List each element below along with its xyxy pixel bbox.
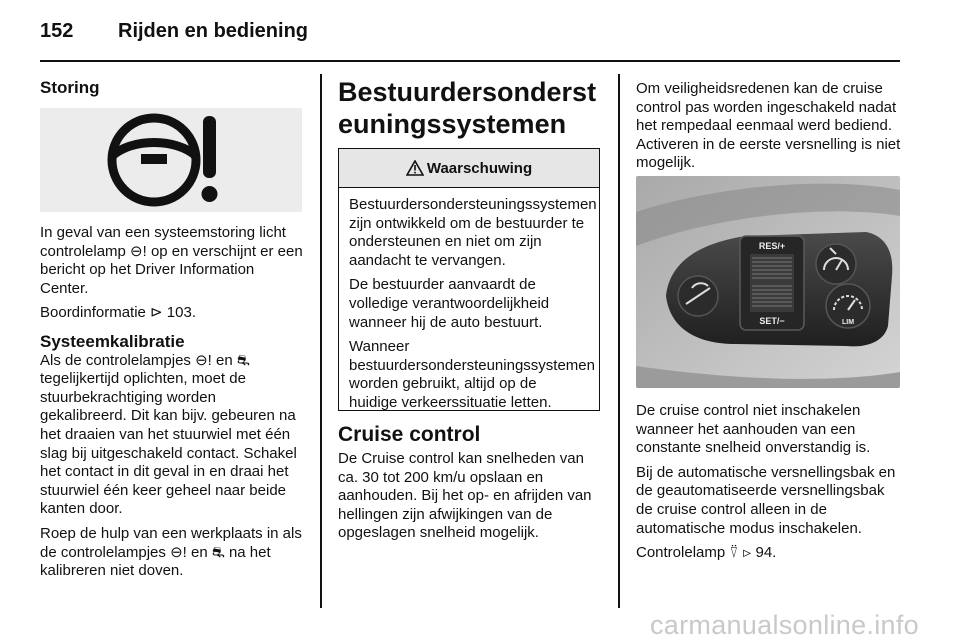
- kalibratie-paragraph-1: Als de controlelampjes ⊖! en ⛐ tegelijkertijd oplichten, moet de stuurbekrachtiging worden gekalibreerd. Dit kan bijv. gebeuren na het draaien van het stuurwiel met één slag bij uitgeschakeld contact. Schakel het contact in dit geval in en draai het stuurwiel één keer geheel naar beide kanten door.: [40, 351, 297, 518]
- cruise-control-photo: [636, 176, 900, 388]
- kalibratie-heading: Systeemkalibratie: [40, 331, 185, 351]
- kalibratie-paragraph-2: Roep de hulp van een werkplaats in als de controlelampjes ⊖! en ⛐ na het kalibreren niet doven.: [40, 524, 302, 580]
- boordinformatie-reference[interactable]: Boordinformatie ⊳ 103.: [40, 304, 196, 322]
- right-column-bottom-text: [636, 402, 902, 569]
- right-paragraph-2: De cruise control niet inschakelen wanneer het aanhouden van een constante snelheid onverstandig is.: [636, 402, 871, 457]
- cruise-paragraph: De Cruise control kan snelheden van ca. 30 tot 200 km/u opslaan en aanhouden. Bij het op- en afrijden van hellingen zijn afwijkingen van de opgeslagen snelheid mogelijk.: [338, 450, 592, 542]
- warning-title: Waarschuwing: [426, 159, 533, 177]
- middle-column-text: [338, 450, 604, 549]
- right-paragraph-3: Bij de automatische versnellingsbak en de geautomatiseerde versnellingsbak de cruise control alleen in de automatische modus inschakelen.: [636, 463, 896, 537]
- steering-wheel-warning-icon: [40, 108, 302, 212]
- right-column-top-text: [636, 80, 902, 179]
- controlelamp-reference[interactable]: Controlelamp ⍢ ⊳ 94.: [636, 544, 777, 562]
- warning-triangle-icon: [406, 160, 424, 176]
- header-rule: [40, 60, 900, 62]
- warning-box: [338, 148, 600, 411]
- column-divider-left: [320, 74, 322, 608]
- photo-lim-label: LIM: [841, 319, 855, 326]
- warning-header: [339, 149, 599, 188]
- main-section-heading: Bestuurdersondersteuningssystemen: [338, 77, 597, 139]
- cruise-control-heading: Cruise control: [338, 423, 481, 446]
- right-paragraph-1: Om veiligheidsredenen kan de cruise control pas worden ingeschakeld nadat het rempedaal eenmaal werd bediend. Activeren in de eerste versnelling is niet mogelijk.: [636, 80, 901, 172]
- left-column-text: [40, 224, 306, 587]
- column-divider-right: [618, 74, 620, 608]
- page-number: 152: [40, 20, 74, 42]
- warning-body: [339, 188, 599, 413]
- warning-paragraph-1: Bestuurdersondersteuningssystemen zijn ontwikkeld om de bestuurder te ondersteunen en niet om zijn aandacht te vervangen.: [349, 196, 597, 269]
- storing-heading: Storing: [40, 78, 100, 97]
- warning-paragraph-3: Wanneer bestuurdersondersteuningssystemen worden gebruikt, altijd op de huidige verkeerssituatie letten.: [349, 338, 595, 411]
- photo-set-label: SET/−: [759, 316, 785, 326]
- steering-warning-figure: [40, 108, 302, 212]
- storing-paragraph: In geval van een systeemstoring licht controlelamp ⊖! op en verschijnt er een bericht op het Driver Information Center.: [40, 224, 303, 297]
- steering-wheel-buttons-image: [636, 176, 900, 388]
- photo-res-label: RES/+: [758, 241, 786, 251]
- warning-paragraph-2: De bestuurder aanvaardt de volledige verantwoordelijkheid wanneer hij de auto bestuurt.: [349, 276, 550, 331]
- page-title: Rijden en bediening: [118, 20, 309, 42]
- watermark: carmanualsonline.info: [650, 610, 919, 640]
